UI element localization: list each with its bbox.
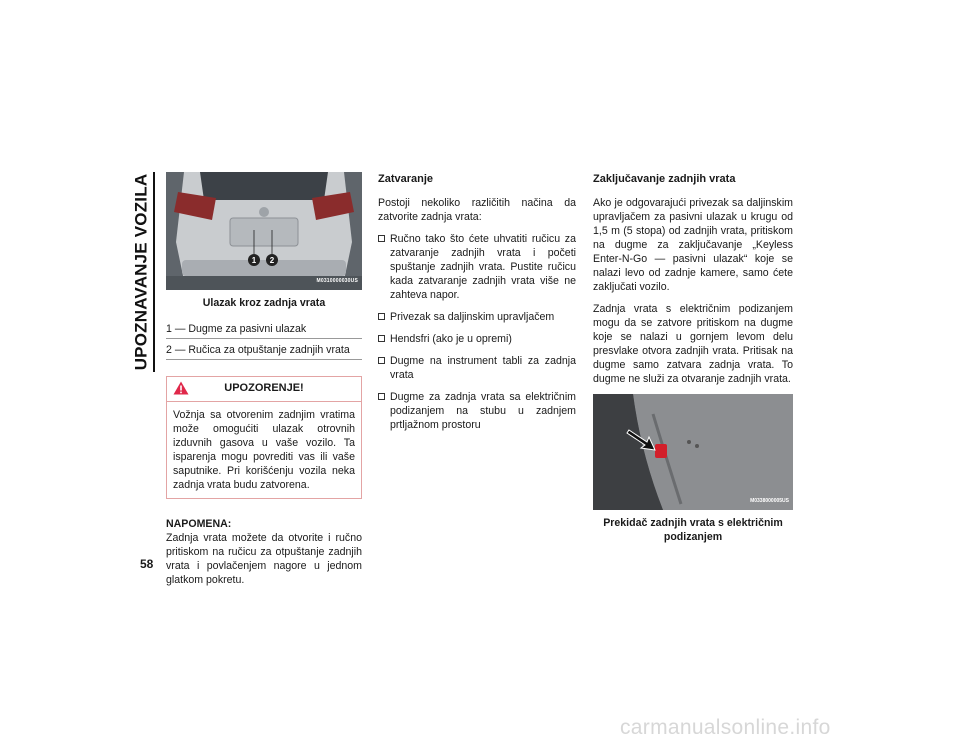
column-middle [378,172,576,440]
list-item: Dugme na instrument tabli za zadnja vrata [378,354,576,382]
watermark: carmanualsonline.info [620,716,831,739]
checkbox-bullet-icon [378,313,385,320]
legend-item-1: 1 — Dugme za pasivni ulazak [166,318,362,339]
closing-intro: Postoji nekoliko različitih načina da zatvorite zadnja vrata: [378,197,576,223]
liftgate-figure [166,172,362,290]
note-text: Zadnja vrata možete da otvorite i ručno pritiskom na ručicu za otpuštanje zadnjih vrata i povlačenjem nagore u jednom glatkom pokretu. [166,532,362,586]
figure-code: M0338000005US [750,498,789,504]
warning-header [167,377,361,402]
list-item: Hendsfri (ako je u opremi) [378,332,576,346]
section-heading-locking: Zaključavanje zadnjih vrata [593,173,736,185]
warning-box [166,376,362,499]
list-item: Ručno tako što ćete uhvatiti ručicu za zatvaranje zadnjih vrata i početi spuštanje zadnjih vrata. Pustite ručicu kada zatvaranje zadnjih vrata više ne zahteva napor. [378,232,576,302]
liftgate-illustration [166,172,362,290]
list-item: Privezak sa daljinskim upravljačem [378,310,576,324]
list-item: Dugme za zadnja vrata sa električnim podizanjem na stubu u zadnjem prtljažnom prostoru [378,390,576,432]
section-heading-closing: Zatvaranje [378,173,434,185]
figure-code: M0310000030US [316,278,358,284]
section-title: UPOZNAVANJE VOZILA [131,173,150,371]
section-divider [153,172,155,372]
callout-1: 1 [251,256,257,265]
checkbox-bullet-icon [378,357,385,364]
note-title: NAPOMENA: [166,518,232,530]
checkbox-bullet-icon [378,393,385,400]
warning-icon [173,381,189,395]
column-right [593,172,793,544]
page-number: 58 [140,557,154,571]
figure-caption: Prekidač zadnjih vrata s električnim podizanjem [603,517,783,543]
legend-item-2: 2 — Ručica za otpuštanje zadnjih vrata [166,339,362,360]
closing-methods-list [378,232,576,432]
locking-paragraph-2: Zadnja vrata s električnim podizanjem mogu da se zatvore pritiskom na dugme koje se nalazi u gornjem levom delu presvlake otvora zadnjih vrata. Pritisak na dugme samo zatvara zadnja vrata. To dugme ne služi za otvaranje zadnjih vrata. [593,303,793,385]
column-left [166,172,362,587]
figure-caption: Ulazak kroz zadnja vrata [202,297,326,309]
power-liftgate-switch-figure [593,394,793,510]
switch-illustration [593,394,793,510]
warning-text: Vožnja sa otvorenim zadnjim vratima može omogućiti ulazak otrovnih izduvnih gasova u vaše vozilo. Ta isparenja mogu povrediti vas ili vaše saputnike. Pri korišćenju vozila neka zadnja vrata budu zatvorena. [173,409,355,491]
liftgate-switch-icon [655,444,667,458]
locking-paragraph-1: Ako je odgovarajući privezak sa daljinskim upravljačem za pasivni ulazak u krugu od 1,5 m (5 stopa) od zadnjih vrata, pritiskom na dugme za zaključavanje „Keyless Enter-N-Go — pasivni ulazak“ koje se nalazi levo od zadnje kamere, samo ćete zaključati vozilo. [593,197,793,293]
checkbox-bullet-icon [378,335,385,342]
checkbox-bullet-icon [378,235,385,242]
warning-title: UPOZORENJE! [224,382,304,394]
callout-2: 2 [269,256,275,265]
